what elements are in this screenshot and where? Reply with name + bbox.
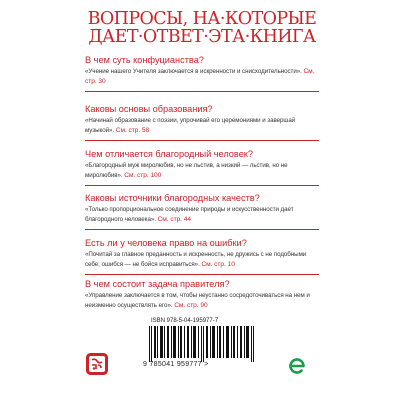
isbn-text: ISBN 978-5-04-195977-7 bbox=[151, 318, 219, 324]
qa-item-1 bbox=[85, 55, 319, 92]
answer-text: «Благородный муж миролюбив, но не льстив, а низкий — льстив, но не миролюбив». bbox=[85, 162, 288, 179]
eksmo-e-logo-icon bbox=[288, 357, 306, 375]
question: Каковы источники благородных качеств? bbox=[85, 193, 260, 203]
page-reference: См. стр. 30 bbox=[85, 68, 315, 85]
answer-text: «Учение нашего Учителя заключается в искренности и снисходительности». bbox=[85, 68, 302, 75]
answer bbox=[85, 116, 319, 135]
answer-text: «Почитай за главное преданность и искренность, не дружись с не подобными себе; ошибся — не бойся исправиться». bbox=[85, 251, 307, 268]
page-reference: См. стр. 90 bbox=[174, 301, 208, 309]
publisher-seal-icon bbox=[86, 353, 108, 375]
qa-item-4 bbox=[85, 193, 319, 230]
qa-item-5 bbox=[85, 238, 319, 275]
qa-item-6 bbox=[85, 279, 319, 310]
barcode-graphic bbox=[147, 326, 259, 362]
back-cover bbox=[81, 0, 322, 400]
cover-heading-line-1: ВОПРОСЫ, НА·КОТОРЫЕ bbox=[87, 9, 317, 29]
page-reference: См. стр. 100 bbox=[124, 171, 162, 179]
barcode-digits: 9 785041 959777 > bbox=[143, 361, 209, 368]
qa-item-3 bbox=[85, 149, 319, 186]
page-reference: См. стр. 44 bbox=[157, 215, 191, 223]
answer-text: «Только пропорциональное соединение природы и искусственности дает благородного человека». bbox=[85, 206, 294, 223]
page-reference: См. стр. 58 bbox=[115, 126, 150, 134]
question: Каковы основы образования? bbox=[85, 104, 213, 114]
cover-heading-line-2: ДАЕТ·ОТВЕТ·ЭТА·КНИГА bbox=[88, 27, 316, 47]
answer-text: «Начинай образование с поэзии, упрочивай его церемониями и завершай музыкой». bbox=[85, 117, 296, 134]
answer bbox=[85, 250, 319, 269]
divider bbox=[85, 274, 319, 275]
cover-heading bbox=[84, 10, 320, 46]
answer bbox=[85, 67, 319, 86]
divider bbox=[85, 140, 319, 141]
answer-text: «Управление заключается в том, чтобы неустанно сосредоточиваться на нем и неизменно осуществлять его». bbox=[85, 292, 310, 309]
answer bbox=[85, 205, 319, 224]
question: В чем состоит задача правителя? bbox=[85, 279, 230, 289]
eksmo-e-logo-graphic bbox=[288, 357, 306, 375]
answer bbox=[85, 161, 319, 180]
question: Есть ли у человека право на ошибки? bbox=[85, 238, 247, 248]
barcode-block bbox=[143, 318, 267, 370]
divider bbox=[85, 229, 319, 230]
question: Чем отличается благородный человек? bbox=[85, 149, 253, 159]
qa-item-2 bbox=[85, 104, 319, 141]
question: В чем суть конфуцианства? bbox=[85, 55, 204, 65]
page-reference: См. стр. 10 bbox=[201, 260, 235, 268]
barcode-bars bbox=[149, 326, 254, 362]
publisher-seal-icon-graphic bbox=[86, 353, 108, 375]
divider bbox=[85, 185, 319, 186]
answer bbox=[85, 291, 319, 310]
divider bbox=[85, 91, 319, 92]
